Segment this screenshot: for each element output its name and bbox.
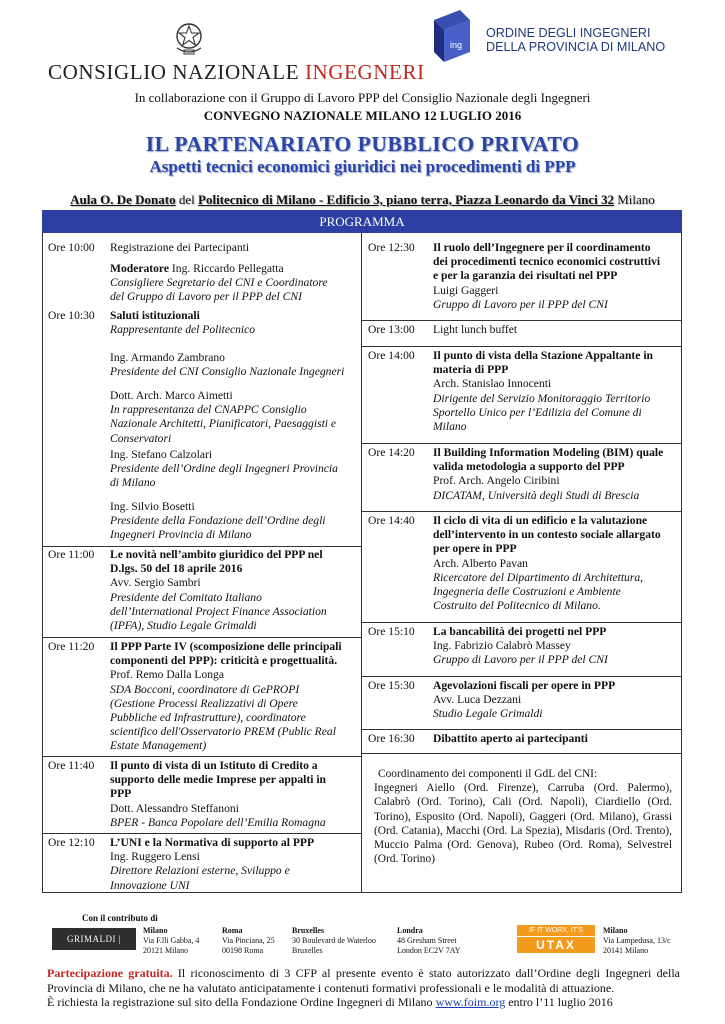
slot-time: Ore 12:30 <box>368 241 415 254</box>
slot-content <box>110 500 326 543</box>
office-2 <box>292 926 376 956</box>
speaker-role: Costruito del Politecnico di Milano. <box>433 599 601 613</box>
slot-content <box>110 351 344 379</box>
office-address: Via Pinciana, 25 <box>222 936 275 945</box>
speaker-role: del Gruppo di Lavoro per il PPP del CNI <box>110 290 302 304</box>
speaker-line: Dott. Alessandro Steffanoni <box>110 801 239 815</box>
talk-title: Le novità nell’ambito giuridico del PPP nel <box>110 548 323 561</box>
speaker-line: Avv. Sergio Sambri <box>110 576 201 590</box>
speaker-role: Gruppo di Lavoro per il PPP del CNI <box>433 653 608 667</box>
slot-content <box>433 732 588 746</box>
moderator-label: Moderatore <box>110 262 170 275</box>
speaker-role: Milano <box>433 420 467 434</box>
speaker-role: Presidente del Comitato Italiano <box>110 590 262 604</box>
talk-title: e per la garanzia dei risultati nel PPP <box>433 269 618 283</box>
office-0 <box>143 926 199 956</box>
registration-link[interactable]: www.foim.org <box>435 995 506 1009</box>
slot-content <box>110 309 255 337</box>
speaker-role: Sportello Unico per l’Edilizia del Comune di <box>433 405 642 419</box>
slot-time: Ore 14:20 <box>368 446 415 459</box>
talk-title: L’UNI e la Normativa di supporto al PPP <box>110 836 315 849</box>
row-separator <box>362 676 682 677</box>
row-separator <box>362 511 682 512</box>
speaker-role: Nazionale Architetti, Pianificatori, Paesaggisti e <box>110 417 337 431</box>
speaker-role: Pubbliche ed Infrastrutture), coordinatore <box>110 711 306 725</box>
talk-title: Il ciclo di vita di un edificio e la valutazione <box>433 514 648 527</box>
footer-note <box>47 966 680 1010</box>
free-participation-label: Partecipazione gratuita. <box>47 966 173 980</box>
grimaldi-logo: GRIMALDI | STUDIO LEGALE <box>52 928 136 950</box>
office-postcode: Bruxelles <box>292 946 323 955</box>
talk-title: Il ruolo dell’Ingegnere per il coordinamento <box>433 241 651 254</box>
speaker-role: DICATAM, Università degli Studi di Brescia <box>433 488 640 502</box>
slot-time: Ore 15:30 <box>368 679 415 692</box>
row-separator <box>42 833 361 834</box>
slot-time: Ore 13:00 <box>368 323 415 336</box>
venue-city: Milano <box>614 192 655 207</box>
speaker-role: Innovazione UNI <box>110 878 190 892</box>
speaker-role: SDA Bocconi, coordinatore di GePROPI <box>110 682 300 696</box>
speaker-role: Presidente della Fondazione dell’Ordine degli <box>110 514 326 528</box>
office-address: Via Lampedusa, 13/c <box>603 936 671 945</box>
speaker-role: Presidente del CNI Consiglio Nazionale Ingegneri <box>110 365 345 379</box>
row-separator <box>362 320 682 321</box>
speaker-line: Ing. Ruggero Lensi <box>110 850 200 864</box>
slot-content <box>433 241 660 312</box>
office-city: Milano <box>143 926 168 935</box>
speaker-role: Conservatori <box>110 431 172 445</box>
speaker-line: Ing. Silvio Bosetti <box>110 500 195 513</box>
row-separator <box>42 637 361 638</box>
slot-time: Ore 11:00 <box>48 548 95 561</box>
slot-time: Ore 12:10 <box>48 836 95 849</box>
slot-time: Ore 11:40 <box>48 759 95 772</box>
ordine-name-line2: DELLA PROVINCIA DI MILANO <box>486 40 666 54</box>
speaker-role: Ricercatore del Dipartimento di Architettura, <box>433 570 644 584</box>
office-city: Bruxelles <box>292 926 324 935</box>
office-postcode: 20121 Milano <box>143 946 189 955</box>
speaker-role: Gruppo di Lavoro per il PPP del CNI <box>433 297 608 311</box>
speaker-role: (IPFA), Studio Legale Grimaldi <box>110 619 257 633</box>
page-title: IL PARTENARIATO PUBBLICO PRIVATO <box>145 132 580 156</box>
moderator-name: Ing. Riccardo Pellegatta <box>169 262 284 275</box>
speaker-role: Ingegneri Provincia di Milano <box>110 528 252 542</box>
speaker-line: Avv. Luca Dezzani <box>433 693 522 707</box>
slot-content <box>433 323 517 337</box>
slot-content <box>110 548 327 633</box>
talk-title: dei procedimenti tecnico economici costruttivi <box>433 255 661 269</box>
slot-time: Ore 10:30 <box>48 309 95 322</box>
ordine-name-line1: ORDINE DEGLI INGEGNERI <box>486 26 651 40</box>
row-separator <box>362 443 682 444</box>
slot-content <box>110 759 326 830</box>
venue-line <box>0 192 725 208</box>
speaker-line: Registrazione dei Partecipanti <box>110 241 250 254</box>
talk-title: Il punto di vista di un Istituto di Credito a <box>110 759 318 772</box>
speaker-line: Arch. Stanislao Innocenti <box>433 377 552 391</box>
speaker-role: BPER - Banca Popolare dell’Emilia Romagna <box>110 815 326 829</box>
speaker-line: Ing. Fabrizio Calabrò Massey <box>433 639 571 653</box>
slot-content <box>433 349 653 434</box>
talk-title: per opere in PPP <box>433 542 517 556</box>
office-address: Via F.lli Gabba, 4 <box>143 936 200 945</box>
utax-office <box>603 926 671 956</box>
talk-title: La bancabilità dei progetti nel PPP <box>433 625 607 638</box>
sponsor-label: Con il contributo di <box>82 913 158 923</box>
venue-address: Politecnico di Milano - Edificio 3, piano terra, Piazza Leonardo da Vinci 32 <box>198 192 614 207</box>
office-3 <box>397 926 461 956</box>
utax-tagline: IF IT WORX, IT'S <box>517 925 595 936</box>
column-divider <box>361 233 362 893</box>
coordination-text: Ingegneri Aiello (Ord. Firenze), Carruba (Ord. Palermo), Calabrò (Ord. Torino), Cali (Ord. Napoli), Ciardiello (Ord. Torino), Esposito (Ord. Napoli), Gaggeri (Ord. Milano), Grassi (Ord. Catania), Macchi (Ord. La Spezia), Misdaris (Ord. Trento), Muccio Palma (Ord. Genova), Rubeo (Ord. Roma), Selvestrel (Ord. Torino) <box>374 782 672 866</box>
slot-content <box>110 448 338 491</box>
row-separator <box>42 546 361 547</box>
page-subtitle: Aspetti tecnici economici giuridici nei procedimenti di PPP <box>149 157 576 176</box>
speaker-role: scientifico dell'Osservatorio PREM (Public Real <box>110 725 336 739</box>
office-postcode: 00198 Roma <box>222 946 264 955</box>
office-1 <box>222 926 275 956</box>
speaker-line: Prof. Arch. Angelo Ciribini <box>433 474 560 488</box>
slot-content <box>110 640 342 754</box>
registration-deadline: entro l’11 luglio 2016 <box>505 995 613 1009</box>
office-postcode: 20141 Milano <box>603 946 649 955</box>
talk-title: Il Building Information Modeling (BIM) quale <box>433 446 664 459</box>
program-heading: PROGRAMMA <box>42 210 682 233</box>
speaker-role: Presidente dell’Ordine degli Ingegneri Provincia <box>110 462 338 476</box>
convegno-line: CONVEGNO NAZIONALE MILANO 12 LUGLIO 2016 <box>203 108 522 123</box>
slot-content <box>110 241 249 255</box>
venue-connector: del <box>175 192 199 207</box>
talk-title: Il punto di vista della Stazione Appaltante in <box>433 349 654 362</box>
talk-title: dell’intervento in un contesto sociale allargato <box>433 528 661 542</box>
slot-content <box>110 836 314 893</box>
row-separator <box>362 729 682 730</box>
collaboration-line: In collaborazione con il Gruppo di Lavoro PPP del Consiglio Nazionale degli Ingegneri <box>134 90 591 105</box>
cni-organization-name <box>48 60 425 85</box>
slot-content <box>433 679 615 722</box>
slot-time: Ore 16:30 <box>368 732 415 745</box>
office-city: Milano <box>603 926 628 935</box>
slot-content <box>433 514 661 613</box>
row-separator <box>362 346 682 347</box>
cni-name-plain: CONSIGLIO NAZIONALE <box>48 60 305 84</box>
talk-title: materia di PPP <box>433 363 509 377</box>
office-address: 48 Gresham Street <box>397 936 457 945</box>
slot-content <box>433 625 608 668</box>
cni-name-highlight: INGEGNERI <box>304 60 425 84</box>
speaker-role: Rappresentante del Politecnico <box>110 323 256 337</box>
slot-time: Ore 14:40 <box>368 514 415 527</box>
speaker-line: Light lunch buffet <box>433 323 518 336</box>
ordine-ingegneri-logo-icon <box>430 6 474 66</box>
slot-content <box>110 389 336 446</box>
cfp-text: Il riconoscimento di 3 CFP al presente evento è stato autorizzato dall’Ordine degli Ingegneri della Provincia di Milano, che ne ha valutato anticipatamente i contenuti formativi professionali e le modalità di attuazione. <box>47 966 680 995</box>
talk-title: Il PPP Parte IV (scomposizione delle principali <box>110 640 342 653</box>
utax-logo <box>517 925 595 953</box>
talk-title: componenti del PPP): criticità e progettualità. <box>110 654 338 668</box>
speaker-line: Ing. Stefano Calzolari <box>110 448 213 461</box>
talk-title: Dibattito aperto ai partecipanti <box>433 732 588 745</box>
speaker-role: Studio Legale Grimaldi <box>433 707 543 721</box>
talk-title: Agevolazioni fiscali per opere in PPP <box>433 679 616 692</box>
registration-text: È richiesta la registrazione sul sito della Fondazione Ordine Ingegneri di Milano <box>47 995 436 1009</box>
speaker-line: Prof. Remo Dalla Longa <box>110 668 224 682</box>
slot-time: Ore 15:10 <box>368 625 415 638</box>
ordine-name <box>486 26 665 54</box>
row-separator <box>362 753 682 754</box>
speaker-role: (Gestione Processi Realizzativi di Opere <box>110 696 298 710</box>
utax-wordmark: UTAX <box>517 937 595 953</box>
talk-title: supporto delle medie Imprese per appalti in <box>110 773 326 787</box>
row-separator <box>42 756 361 757</box>
speaker-role: Dirigente del Servizio Monitoraggio Territorio <box>433 391 651 405</box>
office-city: Roma <box>222 926 243 935</box>
speaker-line: Luigi Gaggeri <box>433 283 499 297</box>
office-city: Londra <box>397 926 423 935</box>
ordine-logo-text: ing <box>450 40 463 50</box>
office-address: 30 Boulevard de Waterloo <box>292 936 376 945</box>
slot-time: Ore 14:00 <box>368 349 415 362</box>
speaker-role: dell’International Project Finance Association <box>110 604 327 618</box>
talk-title: PPP <box>110 787 132 801</box>
slot-time: Ore 10:00 <box>48 241 95 254</box>
venue-room: Aula O. De Donato <box>70 192 176 207</box>
coordination-title: Coordinamento dei componenti il GdL del CNI: <box>378 768 598 780</box>
italian-emblem-icon <box>172 20 206 56</box>
talk-title: valida metodologia a supporto del PPP <box>433 460 625 474</box>
talk-title: D.lgs. 50 del 18 aprile 2016 <box>110 562 243 576</box>
speaker-line: Dott. Arch. Marco Aimetti <box>110 389 233 402</box>
office-postcode: London EC2V 7AY <box>397 946 461 955</box>
talk-title: Saluti istituzionali <box>110 309 200 322</box>
row-separator <box>362 622 682 623</box>
speaker-role: In rappresentanza del CNAPPC Consiglio <box>110 403 307 417</box>
speaker-line: Ing. Armando Zambrano <box>110 351 225 364</box>
speaker-role: Estate Management) <box>110 739 207 753</box>
speaker-line: Arch. Alberto Pavan <box>433 556 528 570</box>
speaker-role: di Milano <box>110 476 156 490</box>
slot-time: Ore 11:20 <box>48 640 95 653</box>
speaker-role: Consigliere Segretario del CNI e Coordinatore <box>110 276 328 290</box>
coordination-block <box>374 767 672 866</box>
speaker-role: Ingegneria delle Costruzioni e Ambiente <box>433 585 621 599</box>
slot-content <box>433 446 663 503</box>
slot-content <box>110 262 328 305</box>
speaker-role: Direttore Relazioni esterne, Sviluppo e <box>110 864 290 878</box>
